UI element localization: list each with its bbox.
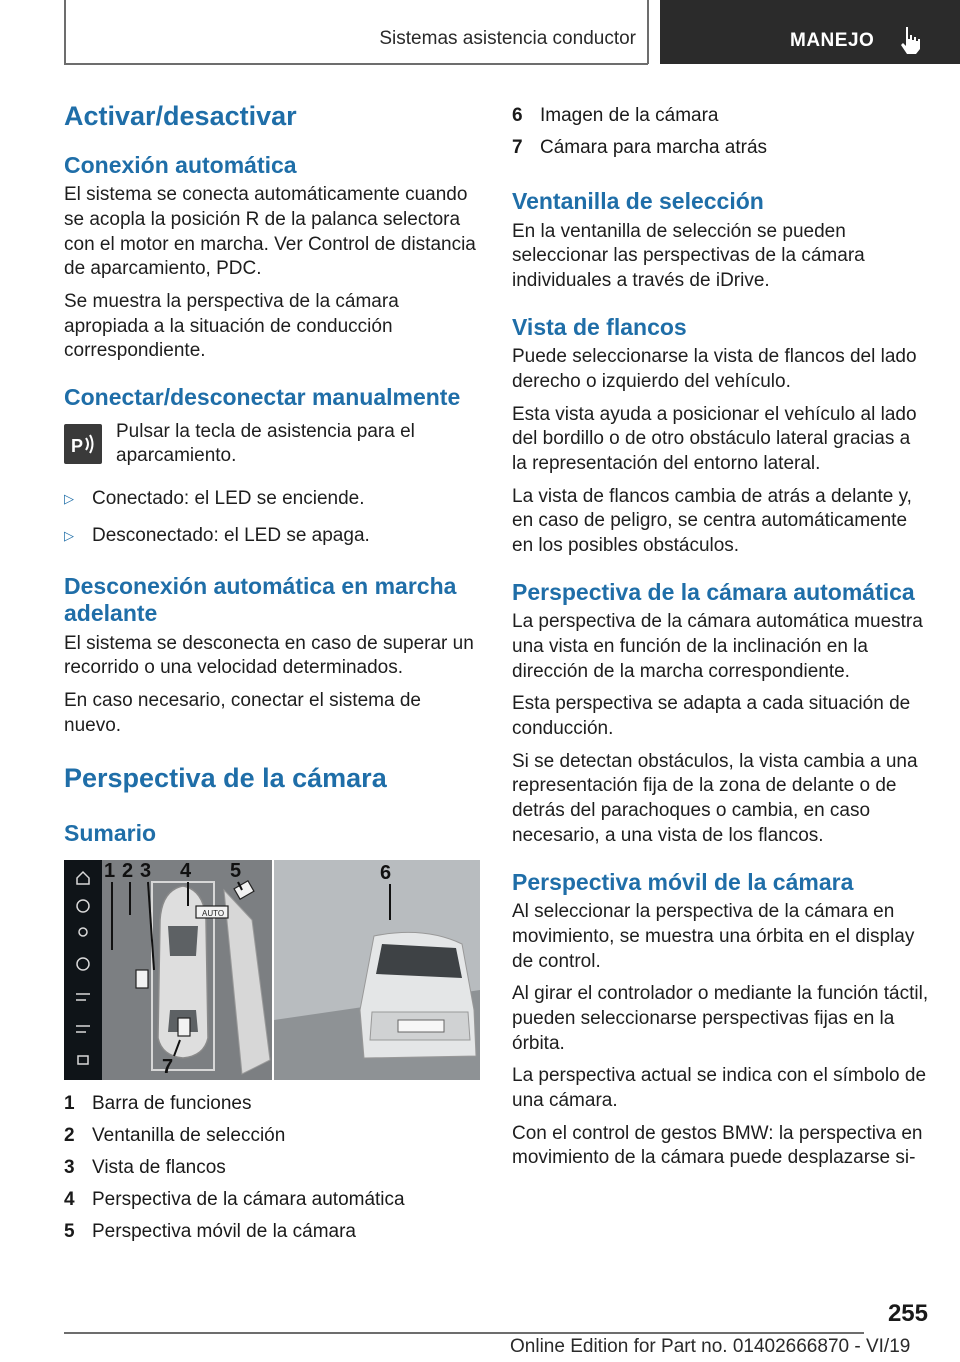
heading-conectar-manualmente: Conectar/desconectar manualmente	[64, 384, 461, 411]
paragraph-automatica-2: Esta perspectiva se adapta a cada situación de conducción.	[512, 693, 911, 740]
footer-edition: Online Edition for Part no. 01402666870 - VI/19	[510, 1336, 911, 1357]
figure-legend	[64, 1088, 480, 1248]
paragraph-perspectiva-muestra: Se muestra la perspectiva de la cámara apropiada a la situación de conducción correspondiente.	[64, 291, 399, 362]
paragraph-conexion: El sistema se conecta automáticamente cuando se acopla la posición R de la palanca selectora con el motor en marcha. Ver Control de distancia de aparcamiento, PDC.	[64, 184, 476, 280]
paragraph-automatica-3: Si se detectan obstáculos, la vista cambia a una representación fija de la zona de delante o de detrás del parachoques o cambia, en caso necesario, a una vista de los flancos.	[512, 750, 918, 846]
figure-callout-number: 1	[104, 859, 116, 882]
figure-callout-number: 7	[162, 1055, 174, 1078]
legend-text: Perspectiva de la cámara automática	[92, 1188, 405, 1210]
figure-callout-number: 3	[140, 859, 152, 882]
figure-callout-number: 2	[122, 859, 134, 882]
legend-item	[512, 100, 930, 132]
heading-desconexion-automatica: Desconexión automática en marcha adelante	[64, 572, 457, 627]
legend-number: 2	[64, 1124, 75, 1146]
bullet-item	[64, 524, 480, 549]
header-rule-bottom	[64, 63, 648, 65]
heading-sumario: Sumario	[64, 820, 157, 847]
legend-number: 3	[64, 1156, 75, 1178]
paragraph-movil-3: La perspectiva actual se indica con el símbolo de una cámara.	[512, 1065, 927, 1111]
legend-number: 5	[64, 1220, 75, 1242]
paragraph-movil-2: Al girar el controlador o mediante la función táctil, pueden seleccionarse perspectivas fijas en la órbita.	[512, 983, 929, 1054]
legend-number: 1	[64, 1092, 75, 1114]
svg-text:P: P	[71, 435, 84, 456]
left-column	[64, 100, 480, 1248]
paragraph-movil-4: Con el control de gestos BMW: la perspectiva en movimiento de la cámara puede desplazarse si-	[512, 1122, 923, 1169]
header-section-title: Sistemas asistencia conductor	[379, 28, 636, 49]
figure-callout-number: 6	[380, 861, 392, 884]
header-rule-left	[64, 0, 66, 64]
footer-rule	[64, 1332, 864, 1334]
bullet-item	[64, 487, 480, 512]
button-instruction-row	[64, 420, 480, 469]
paragraph-movil-1: Al seleccionar la perspectiva de la cámara en movimiento, se muestra una órbita en el display de control.	[512, 901, 915, 972]
paragraph-desconexion-1: El sistema se desconecta en caso de superar un recorrido o una velocidad determinados.	[64, 632, 474, 679]
header-chapter-tab	[660, 0, 960, 64]
figure-legend-continued	[512, 100, 930, 164]
button-instruction-text: Pulsar la tecla de asistencia para el aparcamiento.	[116, 420, 415, 467]
legend-item	[64, 1088, 480, 1120]
header-rule-right	[647, 0, 649, 64]
paragraph-flancos-1: Puede seleccionarse la vista de flancos del lado derecho o izquierdo del vehículo.	[512, 346, 917, 392]
paragraph-flancos-2: Esta vista ayuda a posicionar el vehículo al lado del bordillo o de otro obstáculo lateral gracias a la representación del entorno lateral.	[512, 403, 917, 474]
paragraph-automatica-1: La perspectiva de la cámara automática muestra una vista en función de la inclinación en la dirección de la marcha correspondiente.	[512, 611, 923, 682]
parking-assist-button-icon	[64, 424, 102, 464]
triangle-bullet-icon: ▷	[64, 491, 74, 507]
legend-number: 4	[64, 1188, 75, 1210]
heading-conexion-automatica: Conexión automática	[64, 151, 297, 178]
paragraph-ventanilla: En la ventanilla de selección se pueden seleccionar las perspectivas de la cámara individuales a través de iDrive.	[512, 220, 865, 291]
heading-vista-flancos: Vista de flancos	[512, 313, 687, 340]
heading-ventanilla-seleccion: Ventanilla de selección	[512, 188, 764, 214]
heading-perspectiva-automatica: Perspectiva de la cámara automática	[512, 578, 915, 605]
paragraph-desconexion-2: En caso necesario, conectar el sistema de nuevo.	[64, 690, 421, 736]
legend-text: Perspectiva móvil de la cámara	[92, 1220, 356, 1242]
auto-label: AUTO	[202, 908, 225, 918]
camera-display-illustration	[64, 860, 480, 1080]
heading-perspectiva-camara: Perspectiva de la cámara	[64, 763, 387, 794]
legend-text: Imagen de la cámara	[540, 105, 719, 126]
legend-text: Cámara para marcha atrás	[540, 137, 768, 158]
bullet-text: Conectado: el LED se enciende.	[92, 488, 365, 510]
legend-text: Barra de funciones	[92, 1092, 252, 1114]
figure-callout-number: 4	[180, 859, 192, 882]
legend-text: Ventanilla de selección	[92, 1124, 286, 1146]
legend-text: Vista de flancos	[92, 1156, 226, 1178]
page-number: 255	[887, 1300, 928, 1327]
hand-pointer-icon	[896, 24, 924, 56]
heading-perspectiva-movil: Perspectiva móvil de la cámara	[512, 868, 854, 895]
header-chapter-label: MANEJO	[790, 30, 875, 51]
legend-item	[512, 132, 930, 164]
legend-item	[64, 1184, 480, 1216]
legend-item	[64, 1216, 480, 1248]
heading-activar-desactivar: Activar/desactivar	[64, 101, 297, 131]
paragraph-flancos-3: La vista de flancos cambia de atrás a delante y, en caso de peligro, se centra automáticamente en los posibles obstáculos.	[512, 485, 912, 557]
right-column	[512, 100, 930, 1171]
legend-item	[64, 1120, 480, 1152]
camera-display-figure	[64, 860, 480, 1080]
legend-number: 7	[512, 137, 523, 158]
legend-item	[64, 1152, 480, 1184]
bullet-text: Desconectado: el LED se apaga.	[92, 524, 370, 546]
triangle-bullet-icon: ▷	[64, 527, 74, 543]
figure-callout-number: 5	[230, 859, 242, 882]
legend-number: 6	[512, 105, 523, 126]
